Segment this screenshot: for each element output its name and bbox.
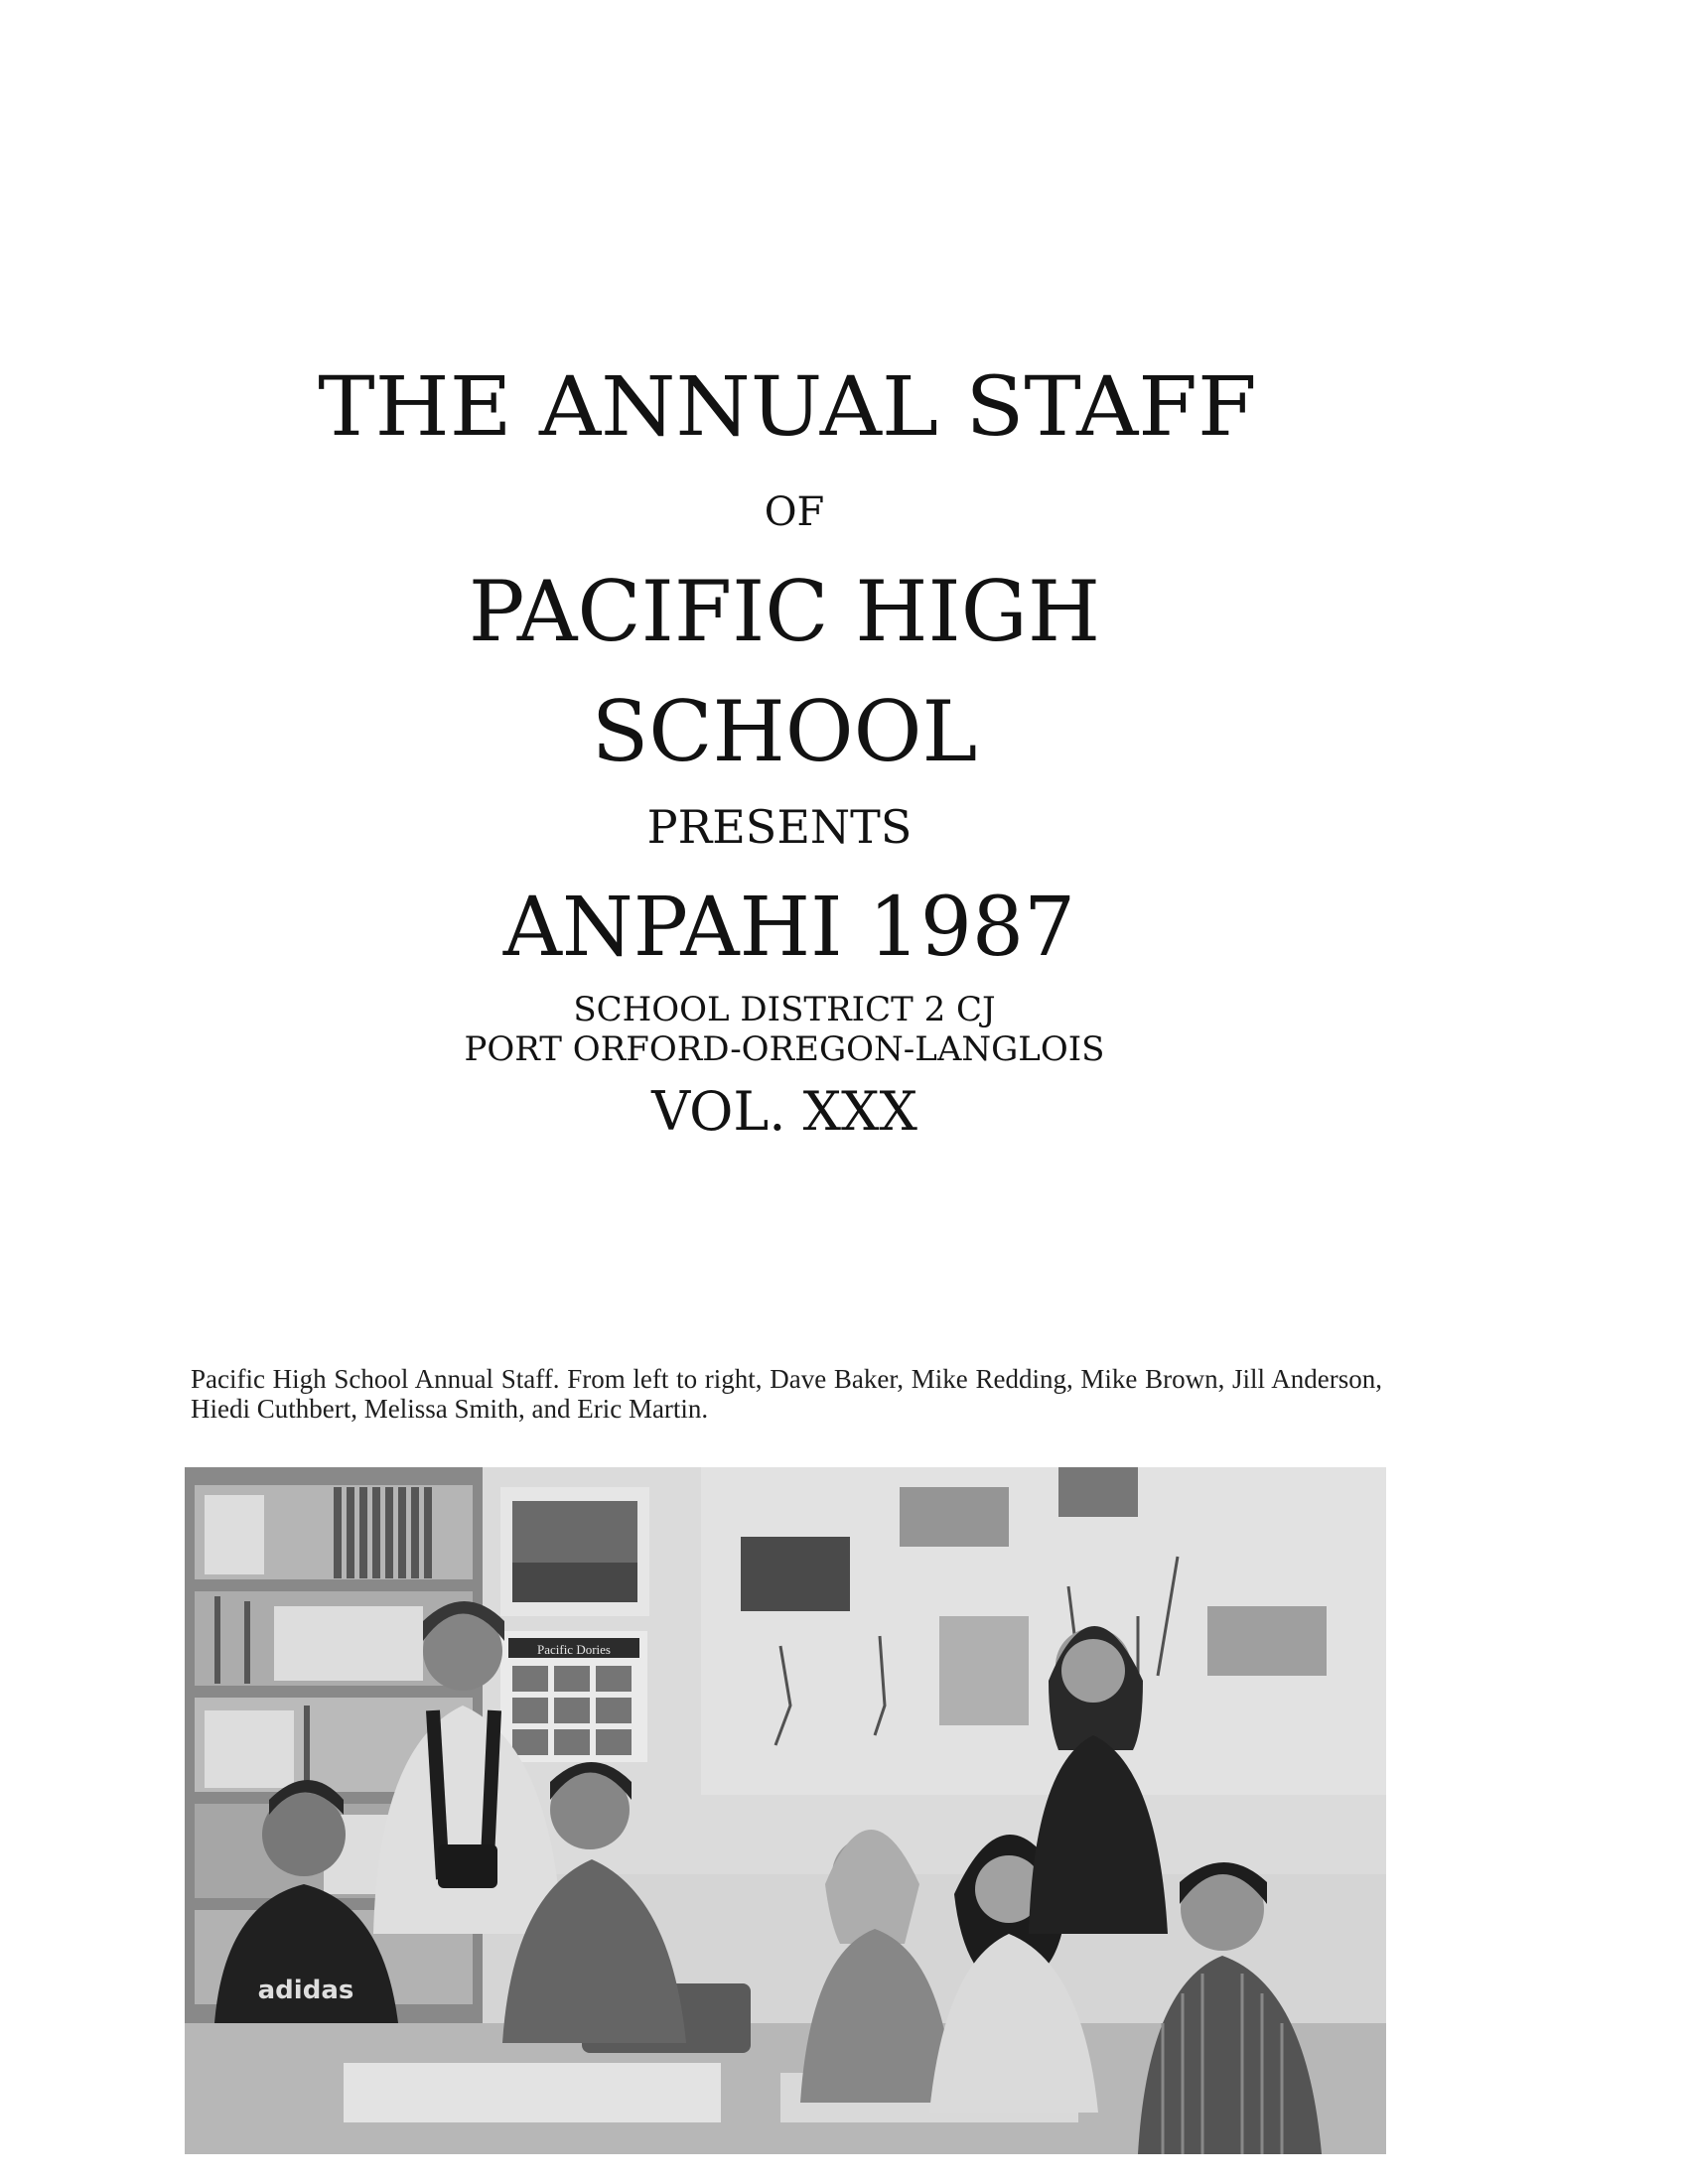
title-line-of: OF (764, 489, 825, 535)
title-line-presents: PRESENTS (646, 800, 913, 854)
title-line-annual-staff: THE ANNUAL STAFF (318, 360, 1257, 455)
title-line-school-district: SCHOOL DISTRICT 2 CJ (573, 990, 996, 1029)
title-line-pacific-high: PACIFIC HIGH (468, 563, 1101, 660)
staff-photo-drawing (185, 1467, 1386, 2154)
photo-caption: Pacific High School Annual Staff. From left to right, Dave Baker, Mike Redding, Mike Brown, Jill Anderson, Hiedi Cuthbert, Melissa Smith, and Eric Martin. (191, 1364, 1382, 1424)
title-line-anpahi-1987: ANPAHI 1987 (502, 881, 1076, 975)
title-line-school: SCHOOL (591, 683, 978, 780)
staff-photo (185, 1467, 1386, 2154)
title-line-volume: VOL. XXX (651, 1080, 917, 1143)
title-line-port-orford: PORT ORFORD-OREGON-LANGLOIS (464, 1029, 1105, 1069)
shirt-text: adidas (257, 1976, 354, 2005)
poster-text: Pacific Dories (536, 1642, 612, 1657)
